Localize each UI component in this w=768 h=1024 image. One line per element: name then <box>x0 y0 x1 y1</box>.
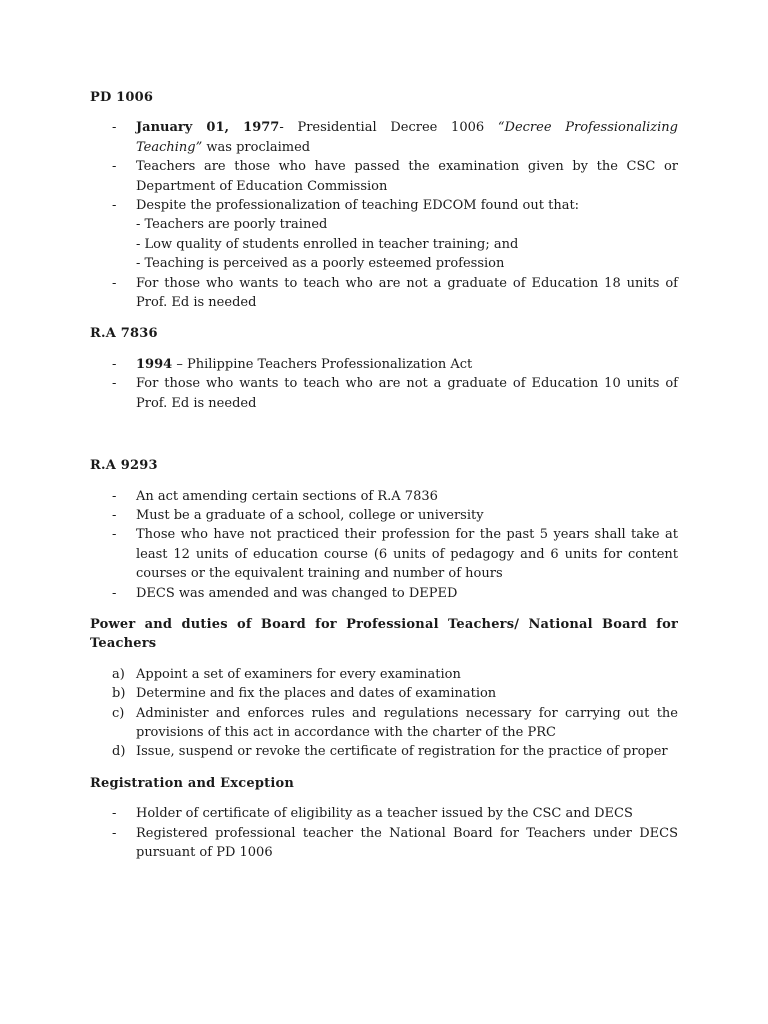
list-item-text: Administer and enforces rules and regulations necessary for carrying out the provisions of this act in accordance with the charter of the PRC <box>136 705 678 740</box>
list-item-text: Determine and fix the places and dates of examination <box>136 686 497 702</box>
list-item <box>90 525 678 583</box>
heading-pd-1006: PD 1006 <box>90 90 154 105</box>
letter-marker: a) <box>112 666 125 682</box>
dash-marker: - <box>112 376 117 392</box>
list-item-text: Registered professional teacher the National Board for Teachers under DECS pursuant of PD 1006 <box>136 825 678 860</box>
dash-marker: - <box>112 120 117 136</box>
dash-marker: - <box>112 159 117 175</box>
heading-power-and-duties: Power and duties of Board for Professional Teachers/ National Board for Teachers <box>90 616 678 652</box>
list-item <box>90 824 678 863</box>
list-item-text: For those who wants to teach who are not a graduate of Education 10 units of Prof. Ed is needed <box>136 376 678 411</box>
sub-item-text: - Low quality of students enrolled in teacher training; and <box>136 236 519 252</box>
ra-9293-list <box>90 487 678 603</box>
dash-marker: - <box>112 356 117 372</box>
heading-ra-9293: R.A 9293 <box>90 458 158 474</box>
list-item <box>90 374 678 413</box>
list-item <box>90 118 678 157</box>
sub-list-item <box>90 215 678 234</box>
document-page <box>90 88 678 862</box>
sub-item-text: - Teaching is perceived as a poorly esteemed profession <box>136 256 505 272</box>
sub-item-text: - Teachers are poorly trained <box>136 217 328 233</box>
dash-marker: - <box>112 825 117 841</box>
power-duties-list <box>90 665 678 762</box>
letter-marker: b) <box>112 686 126 702</box>
list-item-text: Teachers are those who have passed the examination given by the CSC or Department of Education Commission <box>136 159 678 194</box>
list-item <box>90 196 678 215</box>
list-item <box>90 665 678 684</box>
decree-text: - Presidential Decree 1006 <box>279 120 498 136</box>
list-item <box>90 584 678 603</box>
list-item-text: Those who have not practiced their profession for the past 5 years shall take at least 12 units of education course (6 units of pedagogy and 6 units for content courses or the equivalent training and number of hours <box>136 527 678 582</box>
list-item <box>90 704 678 743</box>
year-text: 1994 <box>136 356 173 372</box>
dash-marker: - <box>112 806 117 822</box>
dash-marker: - <box>112 527 117 543</box>
dash-marker: - <box>112 198 117 214</box>
list-item-text: Holder of certificate of eligibility as a teacher issued by the CSC and DECS <box>136 806 633 822</box>
list-item <box>90 355 678 374</box>
list-item <box>90 506 678 525</box>
dash-marker: - <box>112 488 117 504</box>
dash-marker: - <box>112 585 117 601</box>
date-text: January 01, 1977 <box>136 120 280 136</box>
list-item <box>90 742 678 761</box>
list-item <box>90 804 678 823</box>
list-item-text: For those who wants to teach who are not a graduate of Education 18 units of Prof. Ed is needed <box>136 275 678 311</box>
dash-marker: - <box>112 275 117 291</box>
list-item <box>90 157 678 196</box>
sub-list-item <box>90 235 678 254</box>
list-item-text: Despite the professionalization of teaching EDCOM found out that: <box>136 198 580 214</box>
list-item-text: Issue, suspend or revoke the certificate of registration for the practice of proper <box>136 744 668 760</box>
dash-marker: - <box>112 507 117 523</box>
letter-marker: c) <box>112 705 125 721</box>
list-item-text: An act amending certain sections of R.A 7836 <box>136 488 438 504</box>
pd-1006-list <box>90 118 678 312</box>
act-name-text: – Philippine Teachers Professionalization Act <box>172 356 473 372</box>
list-item-text: DECS was amended and was changed to DEPED <box>136 585 458 601</box>
list-item <box>90 487 678 506</box>
decree-title-quote: “Decree Professionalizing Teaching” <box>136 120 679 155</box>
registration-list <box>90 804 678 862</box>
heading-registration-and-exception: Registration and Exception <box>90 775 294 791</box>
heading-ra-7836: R.A 7836 <box>90 326 158 342</box>
list-item <box>90 274 678 313</box>
ra-7836-list <box>90 355 678 413</box>
proclaimed-text: was proclaimed <box>202 139 311 155</box>
sub-list-item <box>90 254 678 273</box>
letter-marker: d) <box>112 744 126 760</box>
list-item-text: Appoint a set of examiners for every examination <box>136 666 461 682</box>
list-item <box>90 684 678 703</box>
list-item-text: Must be a graduate of a school, college or university <box>136 507 484 523</box>
